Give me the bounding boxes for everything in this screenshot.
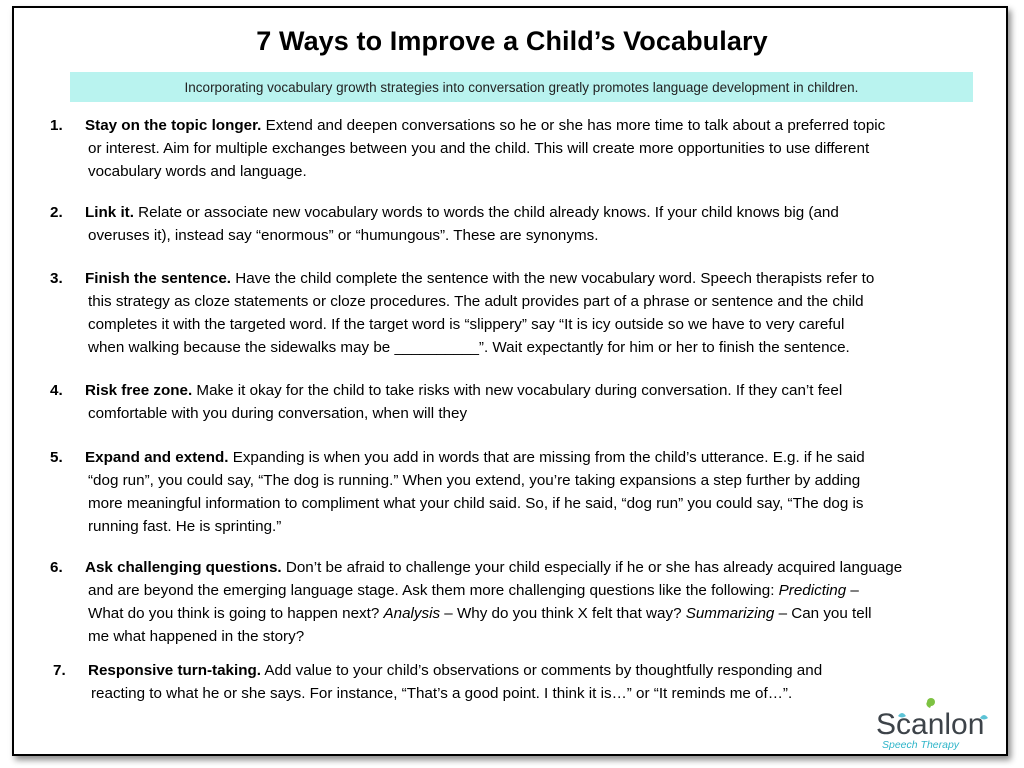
item-heading: Finish the sentence.: [85, 270, 232, 287]
list-item: [50, 556, 985, 648]
item-line: completes it with the targeted word. If the target word is “slippery” say “It is icy outside so we have to very careful: [88, 316, 845, 333]
item-text: What do you think is going to happen next?: [88, 605, 384, 622]
item-emphasis: Analysis: [383, 605, 441, 622]
item-line: vocabulary words and language.: [88, 163, 307, 180]
item-number: 5.: [50, 449, 63, 466]
item-text: and are beyond the emerging language stage. Ask them more challenging questions like the following:: [88, 582, 779, 599]
item-first-line: [50, 201, 985, 224]
item-line: reacting to what he or she says. For instance, “That’s a good point. I think it is…” or “It reminds me of…”.: [91, 685, 793, 702]
item-line: me what happened in the story?: [88, 628, 305, 645]
item-text: Relate or associate new vocabulary words to words the child already knows. If your child knows big (and: [133, 204, 839, 221]
logo-name: Scanlon: [876, 708, 985, 741]
item-number: 1.: [50, 117, 63, 134]
item-text: – Can you tell: [774, 605, 872, 622]
list-item: [50, 446, 985, 538]
list-item: [53, 659, 988, 705]
scanlon-logo: [868, 696, 1003, 752]
item-line: comfortable with you during conversation, when will they: [88, 405, 468, 422]
page-title: 7 Ways to Improve a Child’s Vocabulary: [256, 26, 768, 56]
item-heading: Link it.: [85, 204, 134, 221]
list-item: [50, 201, 985, 247]
item-number: 7.: [53, 662, 66, 679]
item-line: [50, 602, 985, 625]
item-text: Have the child complete the sentence with the new vocabulary word. Speech therapists refer to: [231, 270, 875, 287]
item-emphasis: Predicting: [778, 582, 847, 599]
item-text: Expanding is when you add in words that are missing from the child’s utterance. E.g. if he said: [228, 449, 865, 466]
item-number: 6.: [50, 559, 63, 576]
item-text: Add value to your child’s observations or comments by thoughtfully responding and: [261, 662, 823, 679]
item-text: –: [846, 582, 859, 599]
item-text: – Why do you think X felt that way?: [440, 605, 686, 622]
item-number: 4.: [50, 382, 63, 399]
item-heading: Stay on the topic longer.: [85, 117, 262, 134]
list-item: [50, 267, 985, 359]
item-first-line: [53, 659, 988, 682]
logo-graphic: [868, 696, 1003, 752]
item-emphasis: Summarizing: [685, 605, 775, 622]
item-line: this strategy as cloze statements or cloze procedures. The adult provides part of a phrase or sentence and the child: [88, 293, 864, 310]
logo-tagline: Speech Therapy: [882, 739, 960, 751]
list-item: [50, 379, 985, 425]
item-line: or interest. Aim for multiple exchanges between you and the child. This will create more opportunities to use different: [88, 140, 870, 157]
item-text: Extend and deepen conversations so he or she has more time to talk about a preferred topic: [261, 117, 886, 134]
item-first-line: [50, 267, 985, 290]
item-text: Make it okay for the child to take risks with new vocabulary during conversation. If they can’t feel: [192, 382, 843, 399]
item-line: more meaningful information to compliment what your child said. So, if he said, “dog run” you could say, “The dog is: [88, 495, 864, 512]
item-heading: Risk free zone.: [85, 382, 193, 399]
item-first-line: [50, 556, 985, 579]
leaf-dot-icon: [927, 698, 935, 706]
item-first-line: [50, 446, 985, 469]
item-heading: Responsive turn-taking.: [88, 662, 261, 679]
item-number: 3.: [50, 270, 63, 287]
list-item: [50, 114, 985, 183]
intro-banner-text: Incorporating vocabulary growth strategies into conversation greatly promotes language development in children.: [184, 79, 859, 95]
item-line: when walking because the sidewalks may be __________”. Wait expectantly for him or her to finish the sentence.: [88, 339, 850, 356]
item-text: Don’t be afraid to challenge your child especially if he or she has already acquired language: [281, 559, 903, 576]
item-line: overuses it), instead say “enormous” or “humungous”. These are synonyms.: [88, 227, 599, 244]
item-number: 2.: [50, 204, 63, 221]
item-line: running fast. He is sprinting.”: [88, 518, 282, 535]
item-line: “dog run”, you could say, “The dog is running.” When you extend, you’re taking expansions a step further by adding: [88, 472, 861, 489]
item-line: [50, 579, 985, 602]
intro-banner: [70, 72, 973, 102]
item-first-line: [50, 379, 985, 402]
item-heading: Ask challenging questions.: [85, 559, 282, 576]
item-first-line: [50, 114, 985, 137]
item-heading: Expand and extend.: [85, 449, 229, 466]
